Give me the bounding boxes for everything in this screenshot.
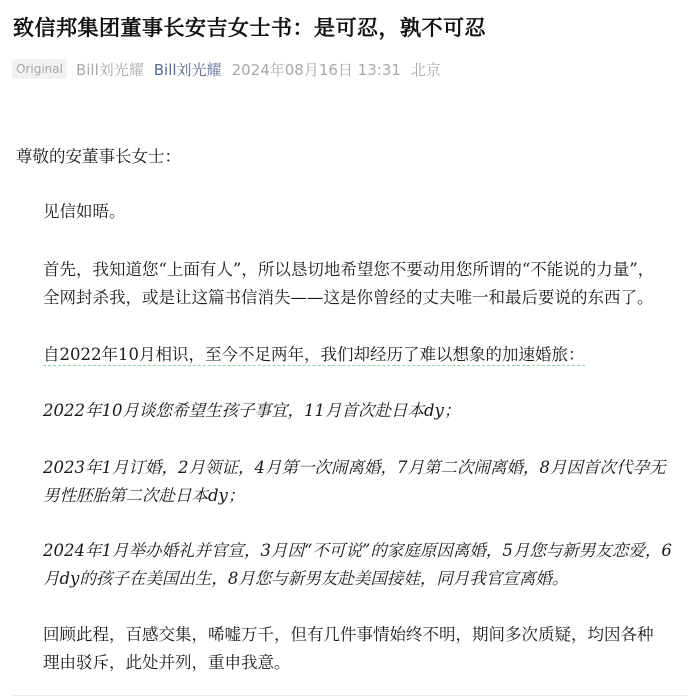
divider [12, 695, 688, 696]
account-link[interactable]: Bill刘光耀 [153, 60, 222, 79]
publish-location: 北京 [410, 60, 441, 79]
publish-datetime: 2024年08月16日 13:31 [231, 60, 401, 79]
paragraph-6-line-2: 理由驳斥，此处并列，重申我意。 [43, 653, 291, 672]
paragraph-4-line-2: 男性胚胎第二次赴日本dy； [43, 486, 245, 505]
salutation: 尊敬的安董事长女士： [16, 147, 181, 166]
paragraph-2-text: 自2022年10月相识，至今不足两年，我们却经历了难以想象的加速婚旅： [43, 345, 585, 364]
article-title: 致信邦集团董事长安吉女士书：是可忍，孰不可忍 [13, 16, 486, 40]
article-meta [12, 58, 441, 80]
paragraph-4 [43, 454, 665, 510]
paragraph-1-line-1: 首先，我知道您“上面有人”，所以恳切地希望您不要动用您所谓的“不能说的力量”， [43, 260, 655, 279]
paragraph-5-line-1: 2024年1月举办婚礼并官宣，3月因“不可说”的家庭原因离婚，5月您与新男友恋爱，6 [43, 541, 672, 560]
author-name: Bill刘光耀 [75, 60, 144, 79]
paragraph-6-line-1: 回顾此程，百感交集，唏嘘万千，但有几件事情始终不明，期间多次质疑，均因各种 [43, 625, 654, 644]
paragraph-4-line-1: 2023年1月订婚，2月领证，4月第一次闹离婚，7月第二次闹离婚，8月因首次代孕无 [43, 458, 666, 477]
paragraph-5 [43, 537, 672, 593]
paragraph-1-line-2: 全网封杀我，或是让这篇书信消失——这是你曾经的丈夫唯一和最后要说的东西了。 [43, 288, 654, 307]
paragraph-2 [43, 341, 585, 369]
paragraph-1 [43, 256, 654, 312]
paragraph-6 [43, 621, 654, 677]
original-badge: Original [12, 59, 67, 79]
paragraph-3: 2022年10月谈您希望生孩子事宜，11月首次赴日本dy； [43, 401, 461, 420]
paragraph-5-line-2: 月dy的孩子在美国出生，8月您与新男友赴美国接娃，同月我官宣离婚。 [43, 569, 569, 588]
greeting: 见信如晤。 [43, 202, 126, 221]
